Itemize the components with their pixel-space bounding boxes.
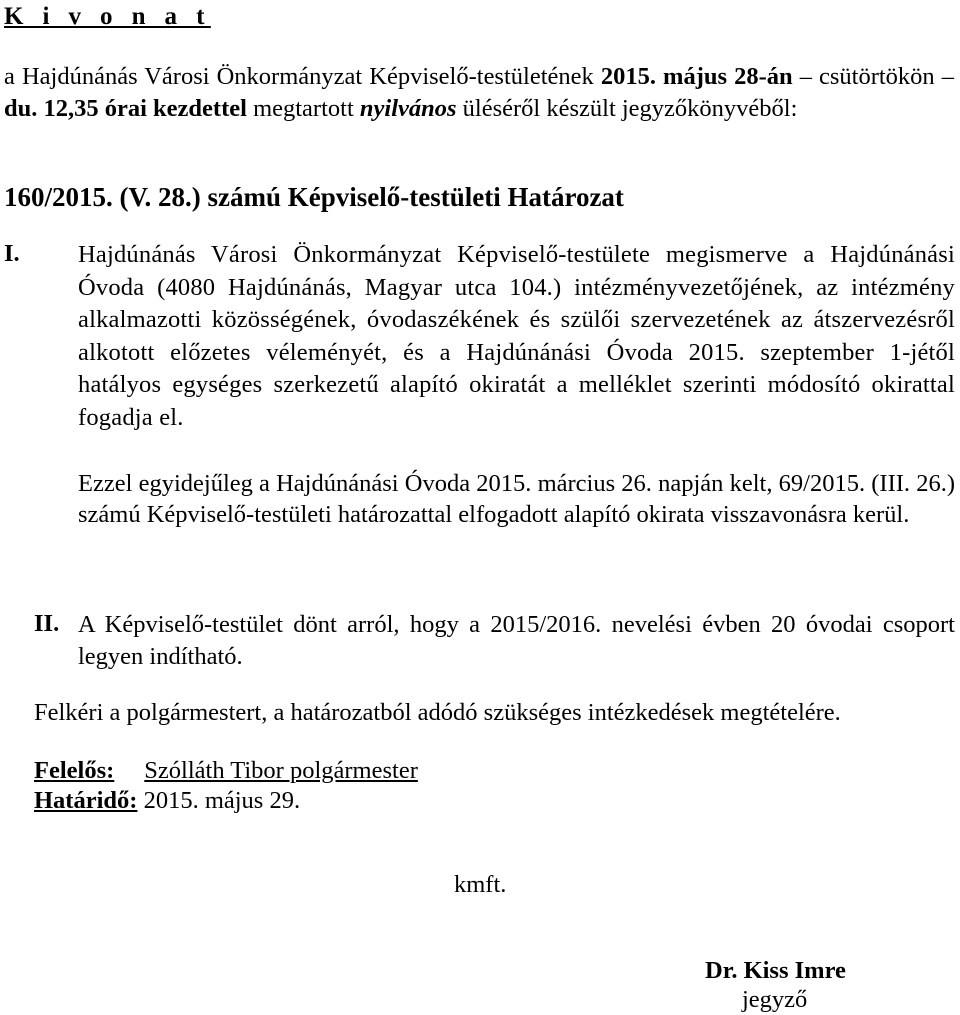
section-1-paragraph-2: Ezzel egyidejűleg a Hajdúnánási Óvoda 2015. március 26. napján kelt, 69/2015. (III. 26.) számú Képviselő-testületi határozattal elfogadott alapító okirata visszavonásra kerül. xyxy=(78,470,955,528)
deadline-value: 2015. május 29. xyxy=(143,787,301,814)
intro-paragraph xyxy=(4,61,954,125)
intro-text-1: a Hajdúnánás Városi Önkormányzat Képviselő-testületének xyxy=(4,63,601,90)
responsible-value: Szólláth Tibor polgármester xyxy=(144,757,418,784)
responsible-label: Felelős: xyxy=(34,757,115,784)
deadline-line xyxy=(34,786,300,816)
intro-text-3: megtartott xyxy=(246,95,360,122)
kmft-text: kmft. xyxy=(454,871,507,898)
intro-text-4: üléséről készült jegyzőkönyvéből: xyxy=(456,95,798,122)
section-2-label: II. xyxy=(34,610,60,637)
section-2-paragraph: A Képviselő-testület dönt arról, hogy a 2015/2016. nevelési évben 20 óvodai csoport legyen indítható. xyxy=(78,611,955,670)
signer-title: jegyző xyxy=(742,986,808,1013)
meeting-type: nyilvános xyxy=(359,95,457,122)
request-text: Felkéri a polgármestert, a határozatból adódó szükséges intézkedések megtételére. xyxy=(34,699,841,726)
section-1-label: I. xyxy=(4,240,20,267)
document-title: K i v o n a t xyxy=(4,3,211,30)
section-1-paragraph-1: Hajdúnánás Városi Önkormányzat Képviselő-testülete megismerve a Hajdúnánási Óvoda (4080 Hajdúnánás, Magyar utca 104.) intézményvezetőjének, az intézmény alkalmazotti közösségének, óvodaszékének és szülői szervezetének az átszervezésről alkotott előzetes véleményét, és a Hajdúnánási Óvoda 2015. szeptember 1-jétől hatályos egységes szerkezetű alapító okiratát a melléklet szerinti módosító okirattal fogadja el. xyxy=(78,241,955,431)
meeting-date: 2015. május 28-án xyxy=(600,63,793,90)
responsible-line xyxy=(34,756,418,786)
signer-name: Dr. Kiss Imre xyxy=(705,957,846,984)
intro-text-2: – csütörtökön – xyxy=(792,63,955,90)
deadline-label: Határidő: xyxy=(34,787,138,814)
meeting-time: du. 12,35 órai kezdettel xyxy=(4,95,247,122)
resolution-number: 160/2015. (V. 28.) számú Képviselő-testületi Határozat xyxy=(4,182,624,212)
